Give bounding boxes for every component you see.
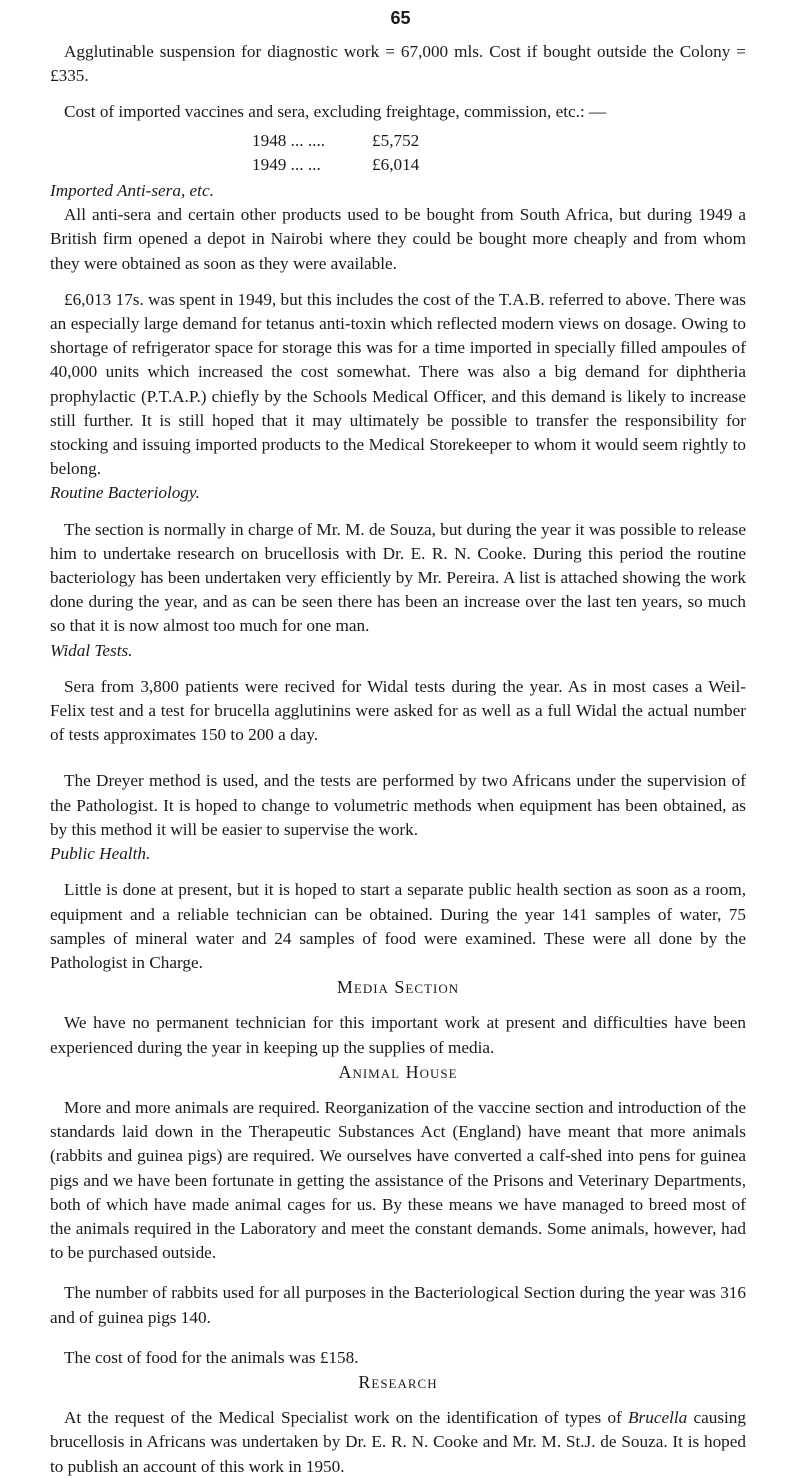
cost-row <box>252 153 419 177</box>
widal-paragraph-2: The Dreyer method is used, and the tests are performed by two Africans under the supervision of the Pathologist. It is hoped to change to volumetric methods when equipment has been obtained, as by this method it will be easier to supervise the work. <box>50 771 746 839</box>
cost-year: 1948 ... .... <box>252 130 326 150</box>
animal-paragraph-3: The cost of food for the animals was £158. <box>64 1347 359 1367</box>
cost-amount: £6,014 <box>372 154 420 174</box>
widal-tests-heading: Widal Tests. <box>50 640 133 660</box>
cost-row <box>252 129 419 153</box>
animal-paragraph-2: The number of rabbits used for all purposes in the Bacteriological Section during the year was 316 and of guinea pigs 140. <box>50 1283 746 1327</box>
cost-amount: £5,752 <box>372 130 420 150</box>
imported-cost-intro: Cost of imported vaccines and sera, excluding freightage, commission, etc.: — <box>64 102 607 122</box>
public-health-heading: Public Health. <box>50 844 151 864</box>
cost-year: 1949 ... ... <box>252 154 321 174</box>
imported-paragraph-2: £6,013 17s. was spent in 1949, but this includes the cost of the T.A.B. referred to above. There was an especially large demand for tetanus anti-toxin which reflected modern views on dosage. Owing to shortage of refrigerator space for storage this was for a time imported in specially filled ampoules of 40,000 units which increased the cost somewhat. There was also a big demand for diphtheria prophylactic (P.T.A.P.) chiefly by the Schools Medical Officer, and this demand is likely to increase still further. It is still hoped that it may ultimately be possible to transfer the responsibility for stocking and issuing imported products to the Medical Storekeeper to whom it would seem rightly to belong. <box>50 289 746 479</box>
animal-paragraph-1: More and more animals are required. Reorganization of the vaccine section and introduction of the standards laid down in the Therapeutic Substances Act (England) have meant that more animals (rabbits and guinea pigs) are required. We ourselves have converted a calf-shed into pens for guinea pigs and we have been fortunate in getting the assistance of the Prisons and Veterinary Departments, both of which have made animal cages for us. By these means we have managed to breed most of the animals required in the Laboratory and meet the constant demands. Some animals, however, had to be purchased outside. <box>50 1097 746 1263</box>
animal-house-heading: Animal House <box>338 1061 458 1082</box>
widal-paragraph-1: Sera from 3,800 patients were recived for Widal tests during the year. As in most cases a Weil-Felix test and a test for brucella agglutinins were asked for as well as a full Widal the actual number of tests approximates 150 to 200 a day. <box>50 676 746 745</box>
research-text-start: At the request of the Medical Specialist work on the identification of types of <box>64 1408 629 1428</box>
media-section-heading: Media Section <box>336 977 460 998</box>
cost-table <box>252 129 419 177</box>
agglutinable-paragraph: Agglutinable suspension for diagnostic work = 67,000 mls. Cost if bought outside the Colony = £335. <box>50 42 746 86</box>
imported-paragraph-1: All anti-sera and certain other products used to be bought from South Africa, but during 1949 a British firm opened a depot in Nairobi where they could be bought more cheaply and from whom they were obtained as soon as they were available. <box>50 205 746 273</box>
page-number: 65 <box>390 8 411 28</box>
research-heading: Research <box>358 1371 438 1392</box>
brucella-term: Brucella <box>628 1408 688 1428</box>
imported-anti-sera-heading: Imported Anti-sera, etc. <box>50 181 214 201</box>
routine-paragraph: The section is normally in charge of Mr. M. de Souza, but during the year it was possible to release him to undertake research on brucellosis with Dr. E. R. N. Cooke. During this period the routine bacteriology has been undertaken very efficiently by Mr. Pereira. A list is attached showing the work done during the year, and as can be seen there has been an increase over the last ten years, so much so that it is now almost too much for one man. <box>50 519 746 636</box>
routine-bacteriology-heading: Routine Bacteriology. <box>50 483 200 503</box>
research-text-end: causing brucellosis in Africans was undertaken by Dr. E. R. N. Cooke and Mr. M. St.J. de Souza. It is hoped to publish an account of this work in 1950. <box>50 1408 746 1476</box>
research-paragraph <box>50 1406 746 1479</box>
text-column <box>50 40 746 1479</box>
public-health-paragraph: Little is done at present, but it is hoped to start a separate public health section as soon as a room, equipment and a reliable technician can be obtained. During the year 141 samples of water, 75 samples of mineral water and 24 samples of food were examined. These were all done by the Pathologist in Charge. <box>50 880 746 972</box>
media-paragraph: We have no permanent technician for this important work at present and difficulties have been experienced during the year in keeping up the supplies of media. <box>50 1013 746 1057</box>
